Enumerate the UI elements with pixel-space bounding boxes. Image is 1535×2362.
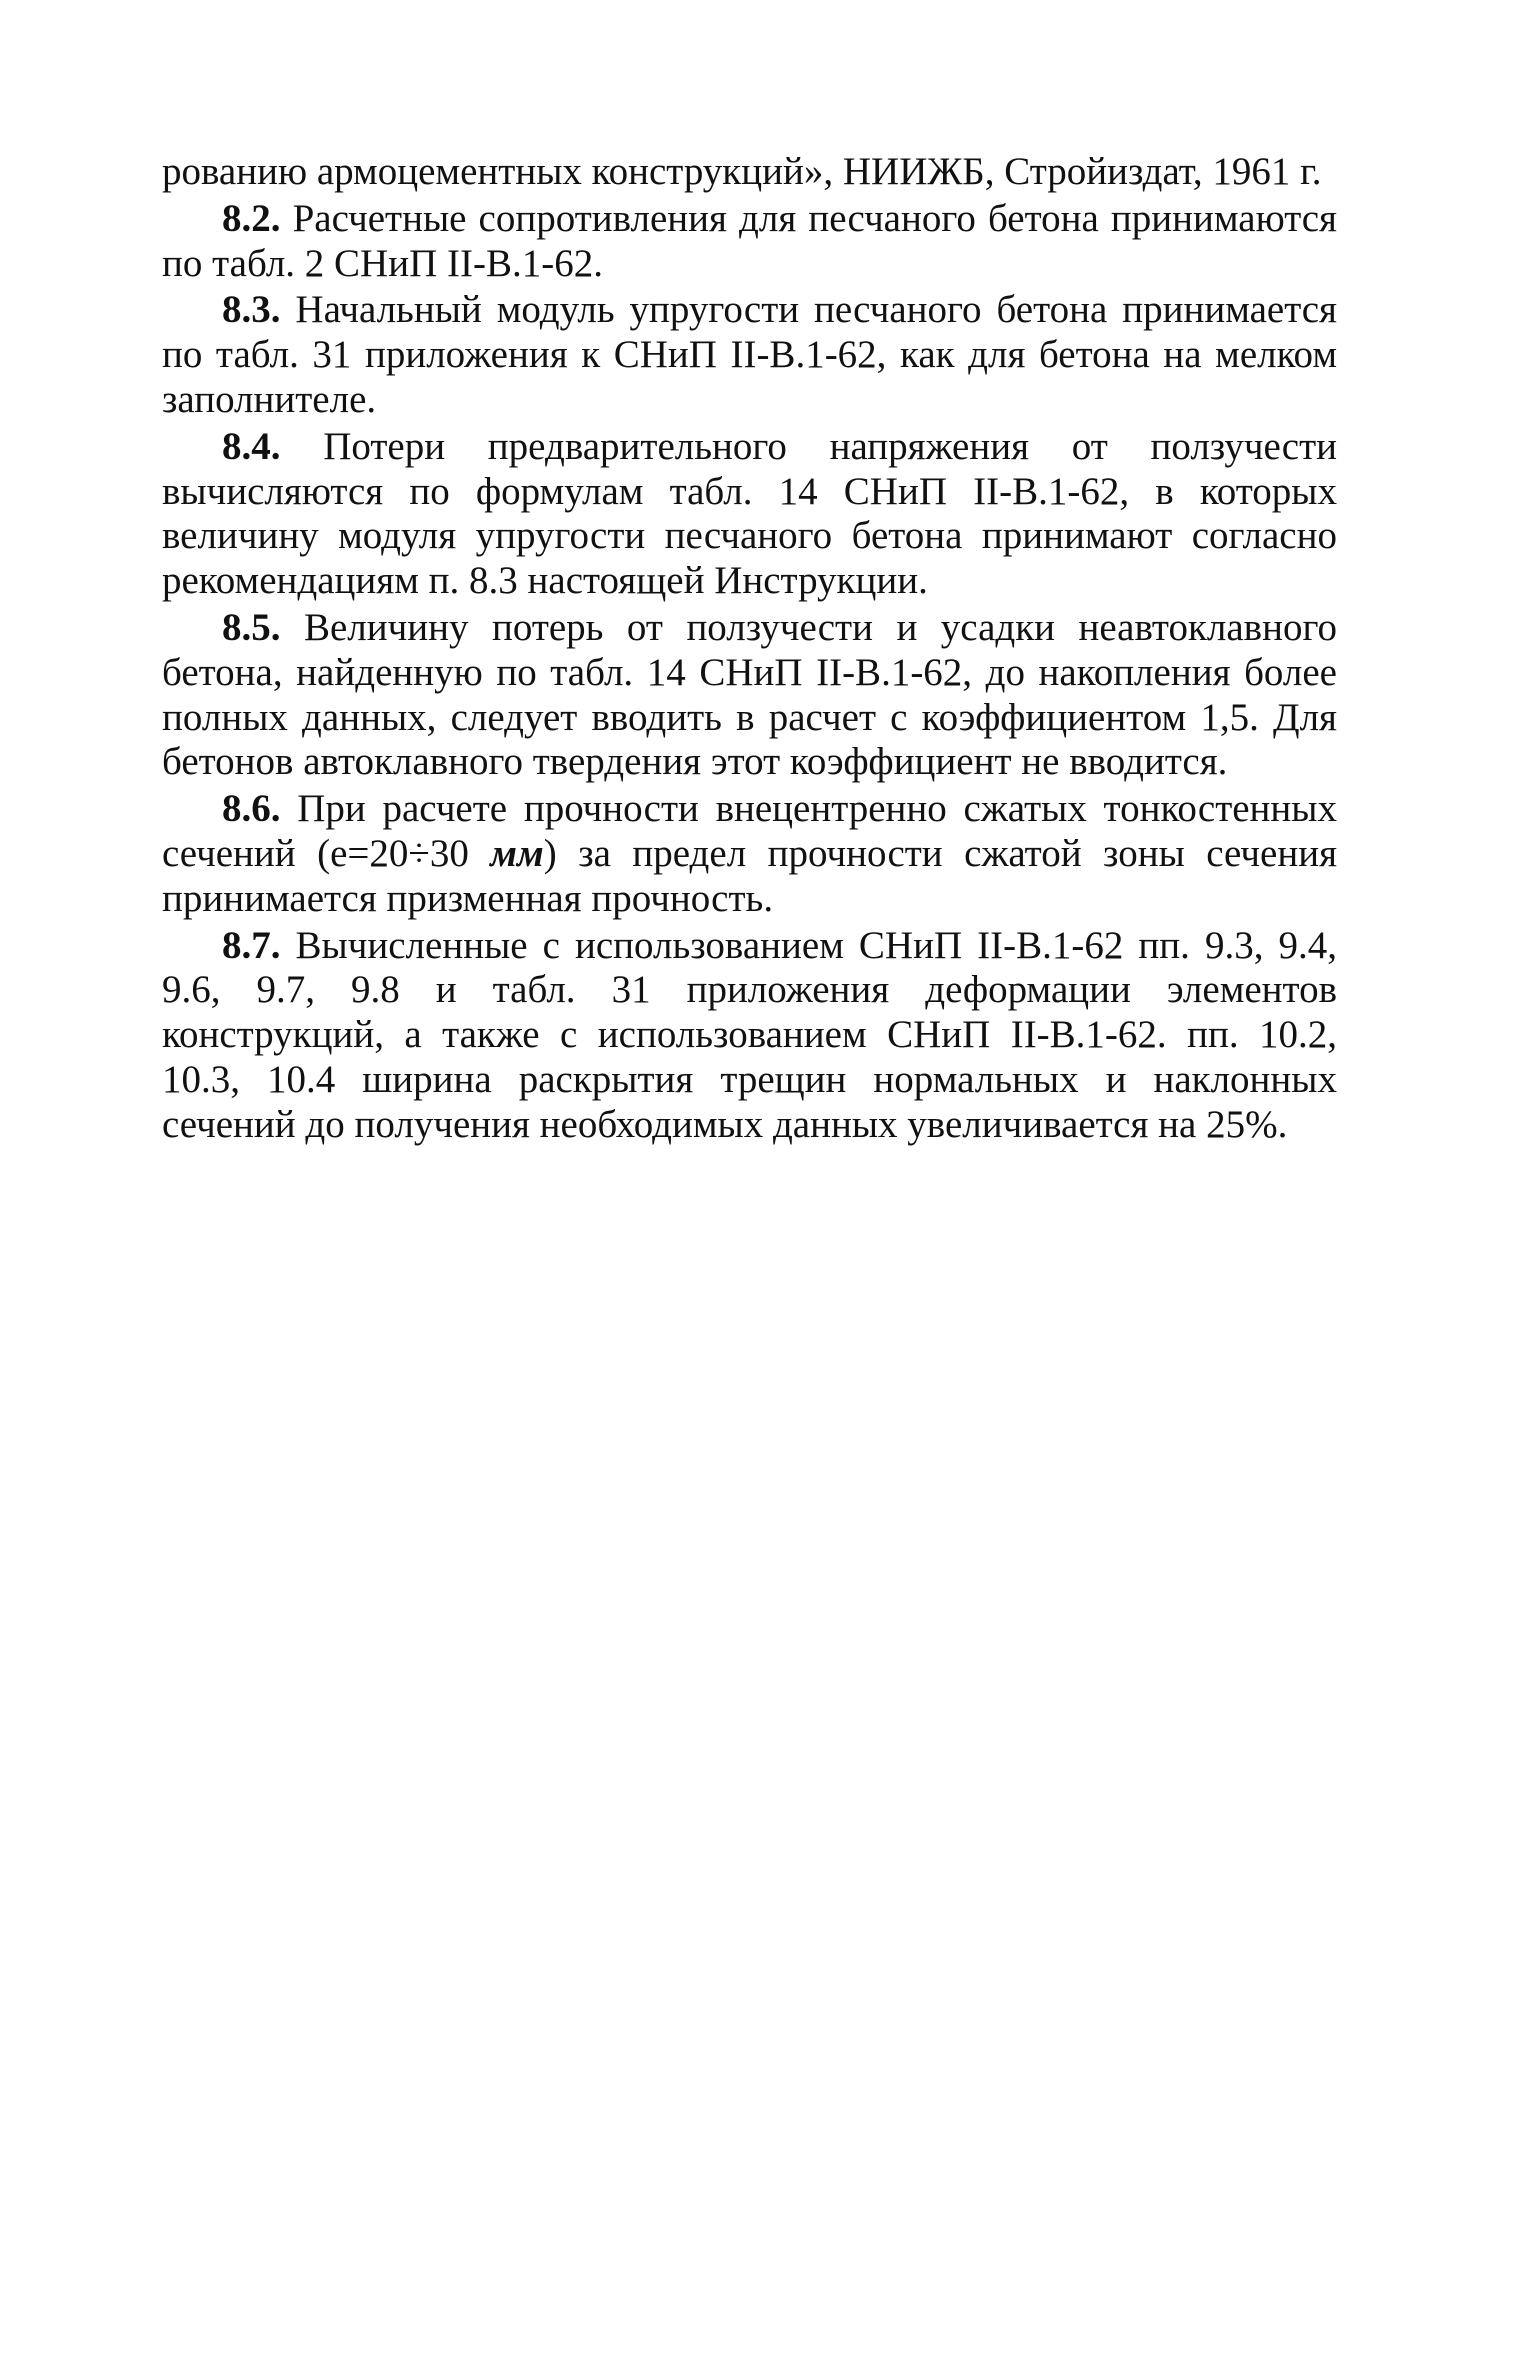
paragraph-8-4 — [162, 425, 1337, 604]
paragraph-text: Расчетные сопротивления для песчаного бетона принимаются по табл. 2 СНиП II-В.1-62. — [162, 196, 1337, 285]
paragraph-text-before: При расчете прочности внецентренно сжатых тонкостенных сечений (e=20÷30 — [162, 787, 1337, 875]
paragraph-text: Величину потерь от ползучести и усадки неавтоклавного бетона, найденную по табл. 14 СНиП II-В.1-62, до накопления более полных данных, следует вводить в расчет с коэффициентом 1,5. Для бетонов автоклавного твердения этот коэффициент не вводится. — [162, 605, 1337, 784]
paragraph-8-6 — [162, 787, 1337, 921]
unit-label: мм — [490, 831, 544, 875]
paragraph-text-after: ) за предел прочности сжатой зоны сечения принимается призменная прочность. — [162, 831, 1338, 920]
paragraph-number: 8.7. — [222, 923, 281, 967]
intro-text: рованию армоцементных конструкций», НИИЖБ, Стройиздат, 1961 г. — [162, 150, 1322, 193]
paragraph-number: 8.4. — [222, 424, 281, 468]
paragraph-text: Вычисленные с использованием СНиП II-В.1-62 пп. 9.3, 9.4, 9.6, 9.7, 9.8 и табл. 31 приложения деформации элементов конструкций, а также с использованием СНиП II-В.1-62. пп. 10.2, 10.3, 10.4 ширина раскрытия трещин нормальных и наклонных сечений до получения необходимых данных увеличивается на 25%. — [162, 923, 1337, 1146]
paragraph-number: 8.3. — [222, 288, 281, 332]
paragraph-text: Начальный модуль упругости песчаного бетона принимается по табл. 31 приложения к СНиП II-В.1-62, как для бетона на мелком заполнителе. — [162, 288, 1337, 421]
paragraph-number: 8.2. — [222, 196, 281, 240]
paragraph-8-2 — [162, 197, 1337, 287]
paragraph-8-7 — [162, 924, 1337, 1148]
paragraph-text: Потери предварительного напряжения от ползучести вычисляются по формулам табл. 14 СНиП II-В.1-62, в которых величину модуля упругости песчаного бетона принимают согласно рекомендациям п. 8.3 настоящей Инструкции. — [162, 424, 1337, 603]
paragraph-8-5 — [162, 606, 1337, 785]
paragraph-8-3 — [162, 288, 1337, 422]
paragraph-number: 8.5. — [222, 605, 281, 649]
document-page — [162, 150, 1337, 1150]
intro-paragraph — [162, 150, 1337, 195]
paragraph-number: 8.6. — [222, 787, 281, 831]
